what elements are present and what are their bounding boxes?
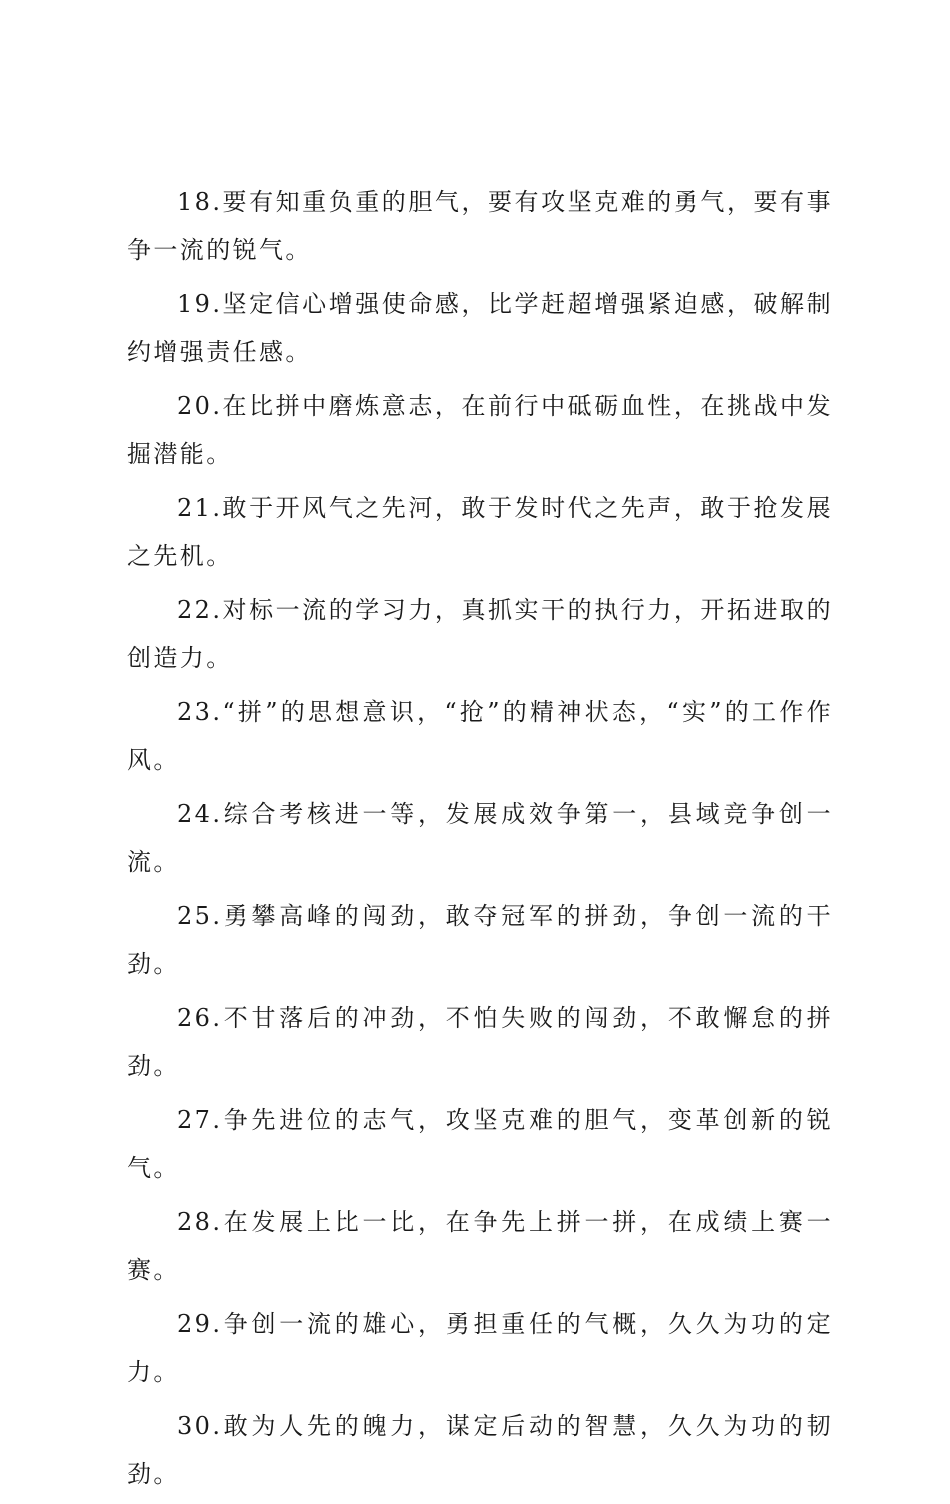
list-item-26: 26.不甘落后的冲劲，不怕失败的闯劲，不敢懈怠的拼劲。 xyxy=(127,1004,833,1080)
list-item-27: 27.争先进位的志气，攻坚克难的胆气，变革创新的锐气。 xyxy=(127,1106,833,1182)
list-item-21: 21.敢于开风气之先河，敢于发时代之先声，敢于抢发展之先机。 xyxy=(127,494,833,570)
list-item-30: 30.敢为人先的魄力，谋定后动的智慧，久久为功的韧劲。 xyxy=(127,1412,833,1488)
list-item-29: 29.争创一流的雄心，勇担重任的气概，久久为功的定力。 xyxy=(127,1310,833,1386)
list-item-28: 28.在发展上比一比，在争先上拼一拼，在成绩上赛一赛。 xyxy=(127,1208,833,1284)
list-item-24: 24.综合考核进一等，发展成效争第一，县域竞争创一流。 xyxy=(127,800,833,876)
list-item-18: 18.要有知重负重的胆气，要有攻坚克难的勇气，要有事争一流的锐气。 xyxy=(127,188,833,264)
list-item-23: 23.“拼”的思想意识，“抢”的精神状态，“实”的工作作风。 xyxy=(127,698,833,774)
list-item-20: 20.在比拼中磨炼意志，在前行中砥砺血性，在挑战中发掘潜能。 xyxy=(127,392,833,468)
document-body xyxy=(127,178,833,1504)
list-item-19: 19.坚定信心增强使命感，比学赶超增强紧迫感，破解制约增强责任感。 xyxy=(127,290,833,366)
list-item-25: 25.勇攀高峰的闯劲，敢夺冠军的拼劲，争创一流的干劲。 xyxy=(127,902,833,978)
list-item-22: 22.对标一流的学习力，真抓实干的执行力，开拓进取的创造力。 xyxy=(127,596,833,672)
